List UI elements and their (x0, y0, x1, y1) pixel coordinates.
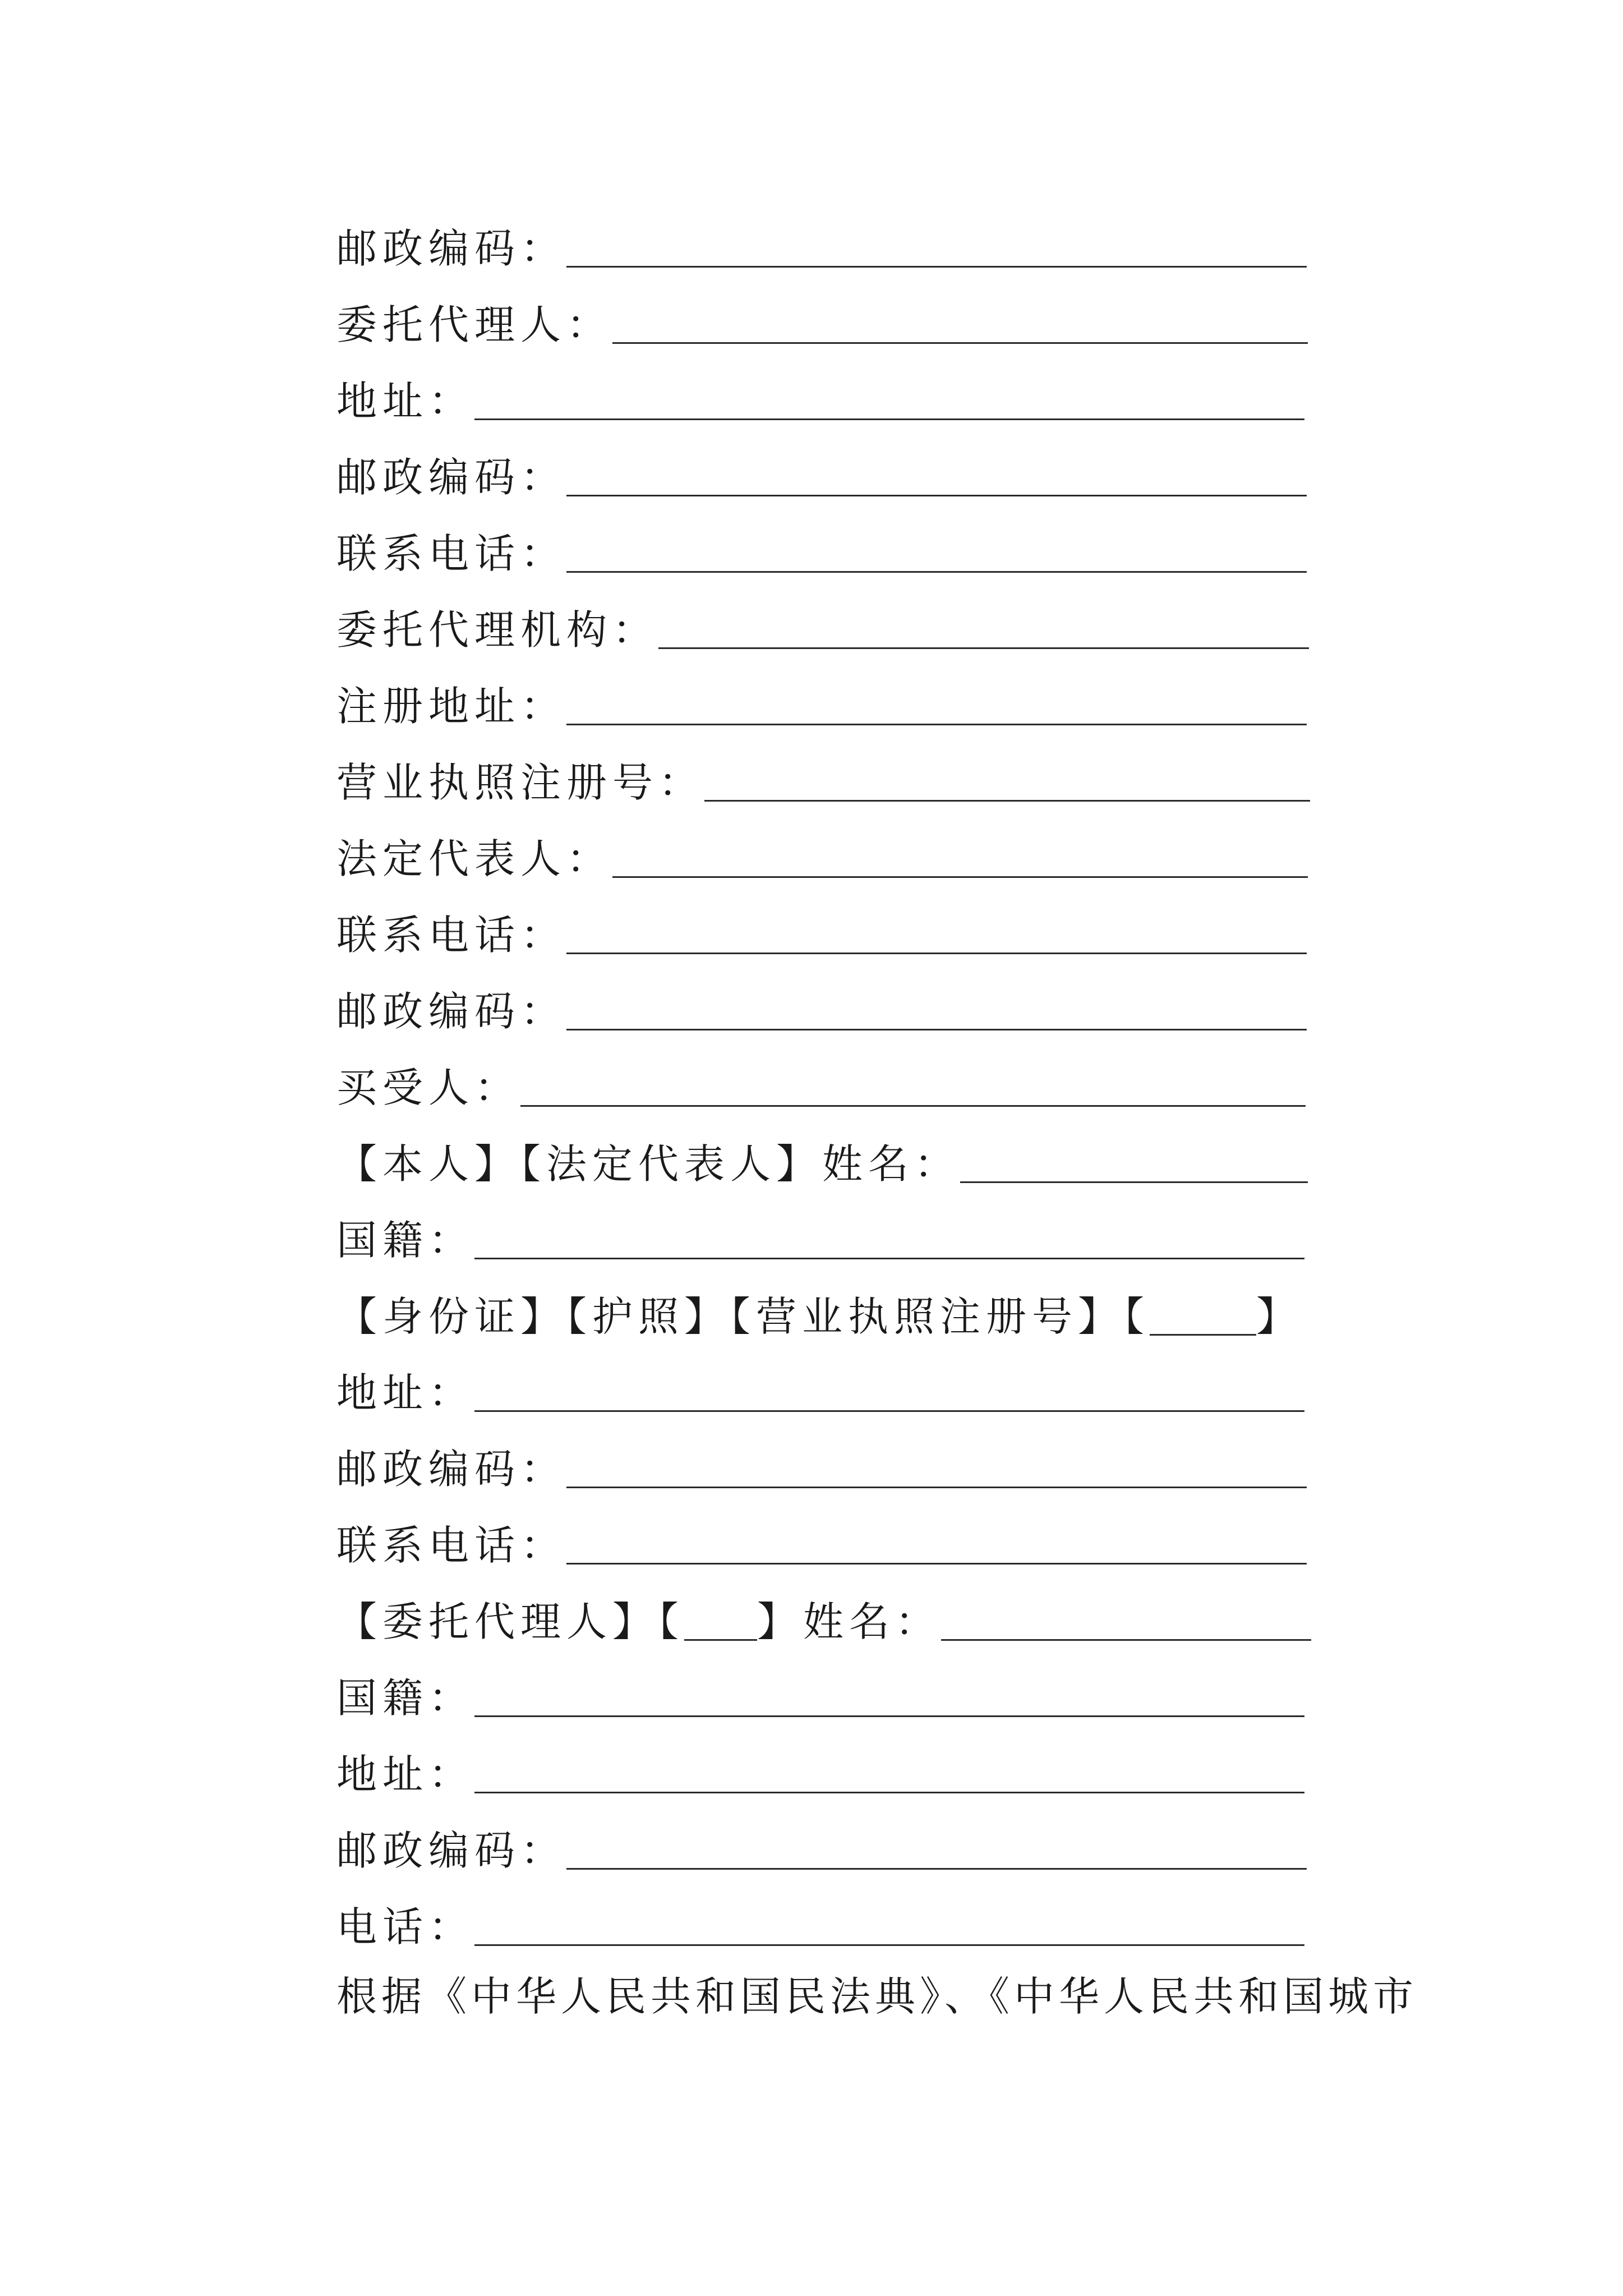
form-row-phone (336, 1513, 1307, 1569)
fill-in-blank[interactable] (960, 1181, 1308, 1183)
fill-in-blank[interactable] (474, 1410, 1304, 1412)
field-label: 委托代理人： (336, 301, 613, 348)
field-label: 地址： (336, 378, 475, 425)
fill-in-blank[interactable] (520, 1105, 1306, 1107)
field-label: 营业执照注册号： (336, 759, 705, 806)
field-label: 邮政编码： (336, 454, 567, 501)
form-row-postal-code (336, 1818, 1307, 1874)
field-label: 【本人】【法定代表人】姓名： (336, 1140, 961, 1188)
fill-in-blank[interactable] (566, 265, 1307, 268)
field-label: 地址： (336, 1751, 475, 1798)
fill-in-blank[interactable] (566, 1562, 1307, 1565)
body-paragraph: 根据《中华人民共和国民法典》、《中华人民共和国城市 (336, 1973, 1418, 2020)
form-row-phone (336, 903, 1307, 959)
form-row-agent (336, 292, 1308, 348)
fill-in-blank[interactable] (566, 1486, 1307, 1488)
form-row-address (336, 1360, 1304, 1416)
fill-in-blank[interactable] (566, 494, 1307, 496)
fill-in-blank[interactable] (941, 1639, 1311, 1641)
form-row-address (336, 1742, 1304, 1798)
form-row-registered-address (336, 674, 1307, 730)
field-label: 邮政编码： (336, 1827, 567, 1874)
field-label: 联系电话： (336, 912, 567, 959)
form-row-nationality (336, 1665, 1304, 1722)
fill-in-blank[interactable] (566, 570, 1307, 573)
fill-in-blank[interactable] (474, 1944, 1304, 1946)
fill-in-blank[interactable] (566, 952, 1307, 954)
form-row-license-number (336, 750, 1310, 806)
field-label: 买受人： (336, 1064, 521, 1111)
field-label: 【身份证】【护照】【营业执照注册号】【 (336, 1293, 1150, 1340)
field-label: 联系电话： (336, 1522, 567, 1569)
form-row-agency (336, 597, 1309, 654)
form-row-buyer (336, 1055, 1306, 1111)
form-row-postal-code (336, 445, 1307, 501)
field-label-suffix: 】 (1256, 1293, 1303, 1340)
form-row-agent-name (336, 1589, 1311, 1645)
form-row-id-type (336, 1284, 1302, 1340)
form-row-phone (336, 1894, 1304, 1950)
fill-in-blank[interactable] (566, 1028, 1307, 1030)
form-row-postal-code (336, 979, 1307, 1035)
fill-in-blank[interactable] (566, 723, 1307, 725)
fill-in-blank[interactable] (474, 418, 1304, 420)
field-label: 邮政编码： (336, 988, 567, 1035)
field-label: 邮政编码： (336, 1446, 567, 1493)
form-row-buyer-name (336, 1131, 1308, 1188)
field-label: 邮政编码： (336, 225, 567, 272)
field-label: 国籍： (336, 1674, 475, 1722)
form-row-address (336, 369, 1304, 425)
fill-in-blank[interactable] (612, 342, 1308, 344)
field-label-suffix: 】姓名： (757, 1598, 942, 1645)
fill-in-blank[interactable] (684, 1639, 757, 1641)
fill-in-blank[interactable] (704, 799, 1310, 802)
field-label: 国籍： (336, 1217, 475, 1264)
fill-in-blank[interactable] (474, 1791, 1304, 1793)
field-label: 委托代理机构： (336, 606, 659, 654)
field-label: 联系电话： (336, 530, 567, 577)
field-label: 电话： (336, 1903, 475, 1950)
field-label: 【委托代理人】【 (336, 1598, 685, 1645)
form-row-postal-code (336, 216, 1307, 272)
fill-in-blank[interactable] (612, 876, 1308, 878)
field-label: 地址： (336, 1369, 475, 1416)
fill-in-blank[interactable] (474, 1715, 1304, 1717)
form-row-legal-rep (336, 826, 1308, 882)
form-row-nationality (336, 1208, 1304, 1264)
fill-in-blank[interactable] (474, 1257, 1304, 1259)
fill-in-blank[interactable] (1150, 1333, 1256, 1336)
form-row-phone (336, 521, 1307, 577)
fill-in-blank[interactable] (566, 1867, 1307, 1870)
form-row-postal-code (336, 1437, 1307, 1493)
field-label: 法定代表人： (336, 835, 613, 882)
field-label: 注册地址： (336, 683, 567, 730)
fill-in-blank[interactable] (658, 647, 1309, 649)
